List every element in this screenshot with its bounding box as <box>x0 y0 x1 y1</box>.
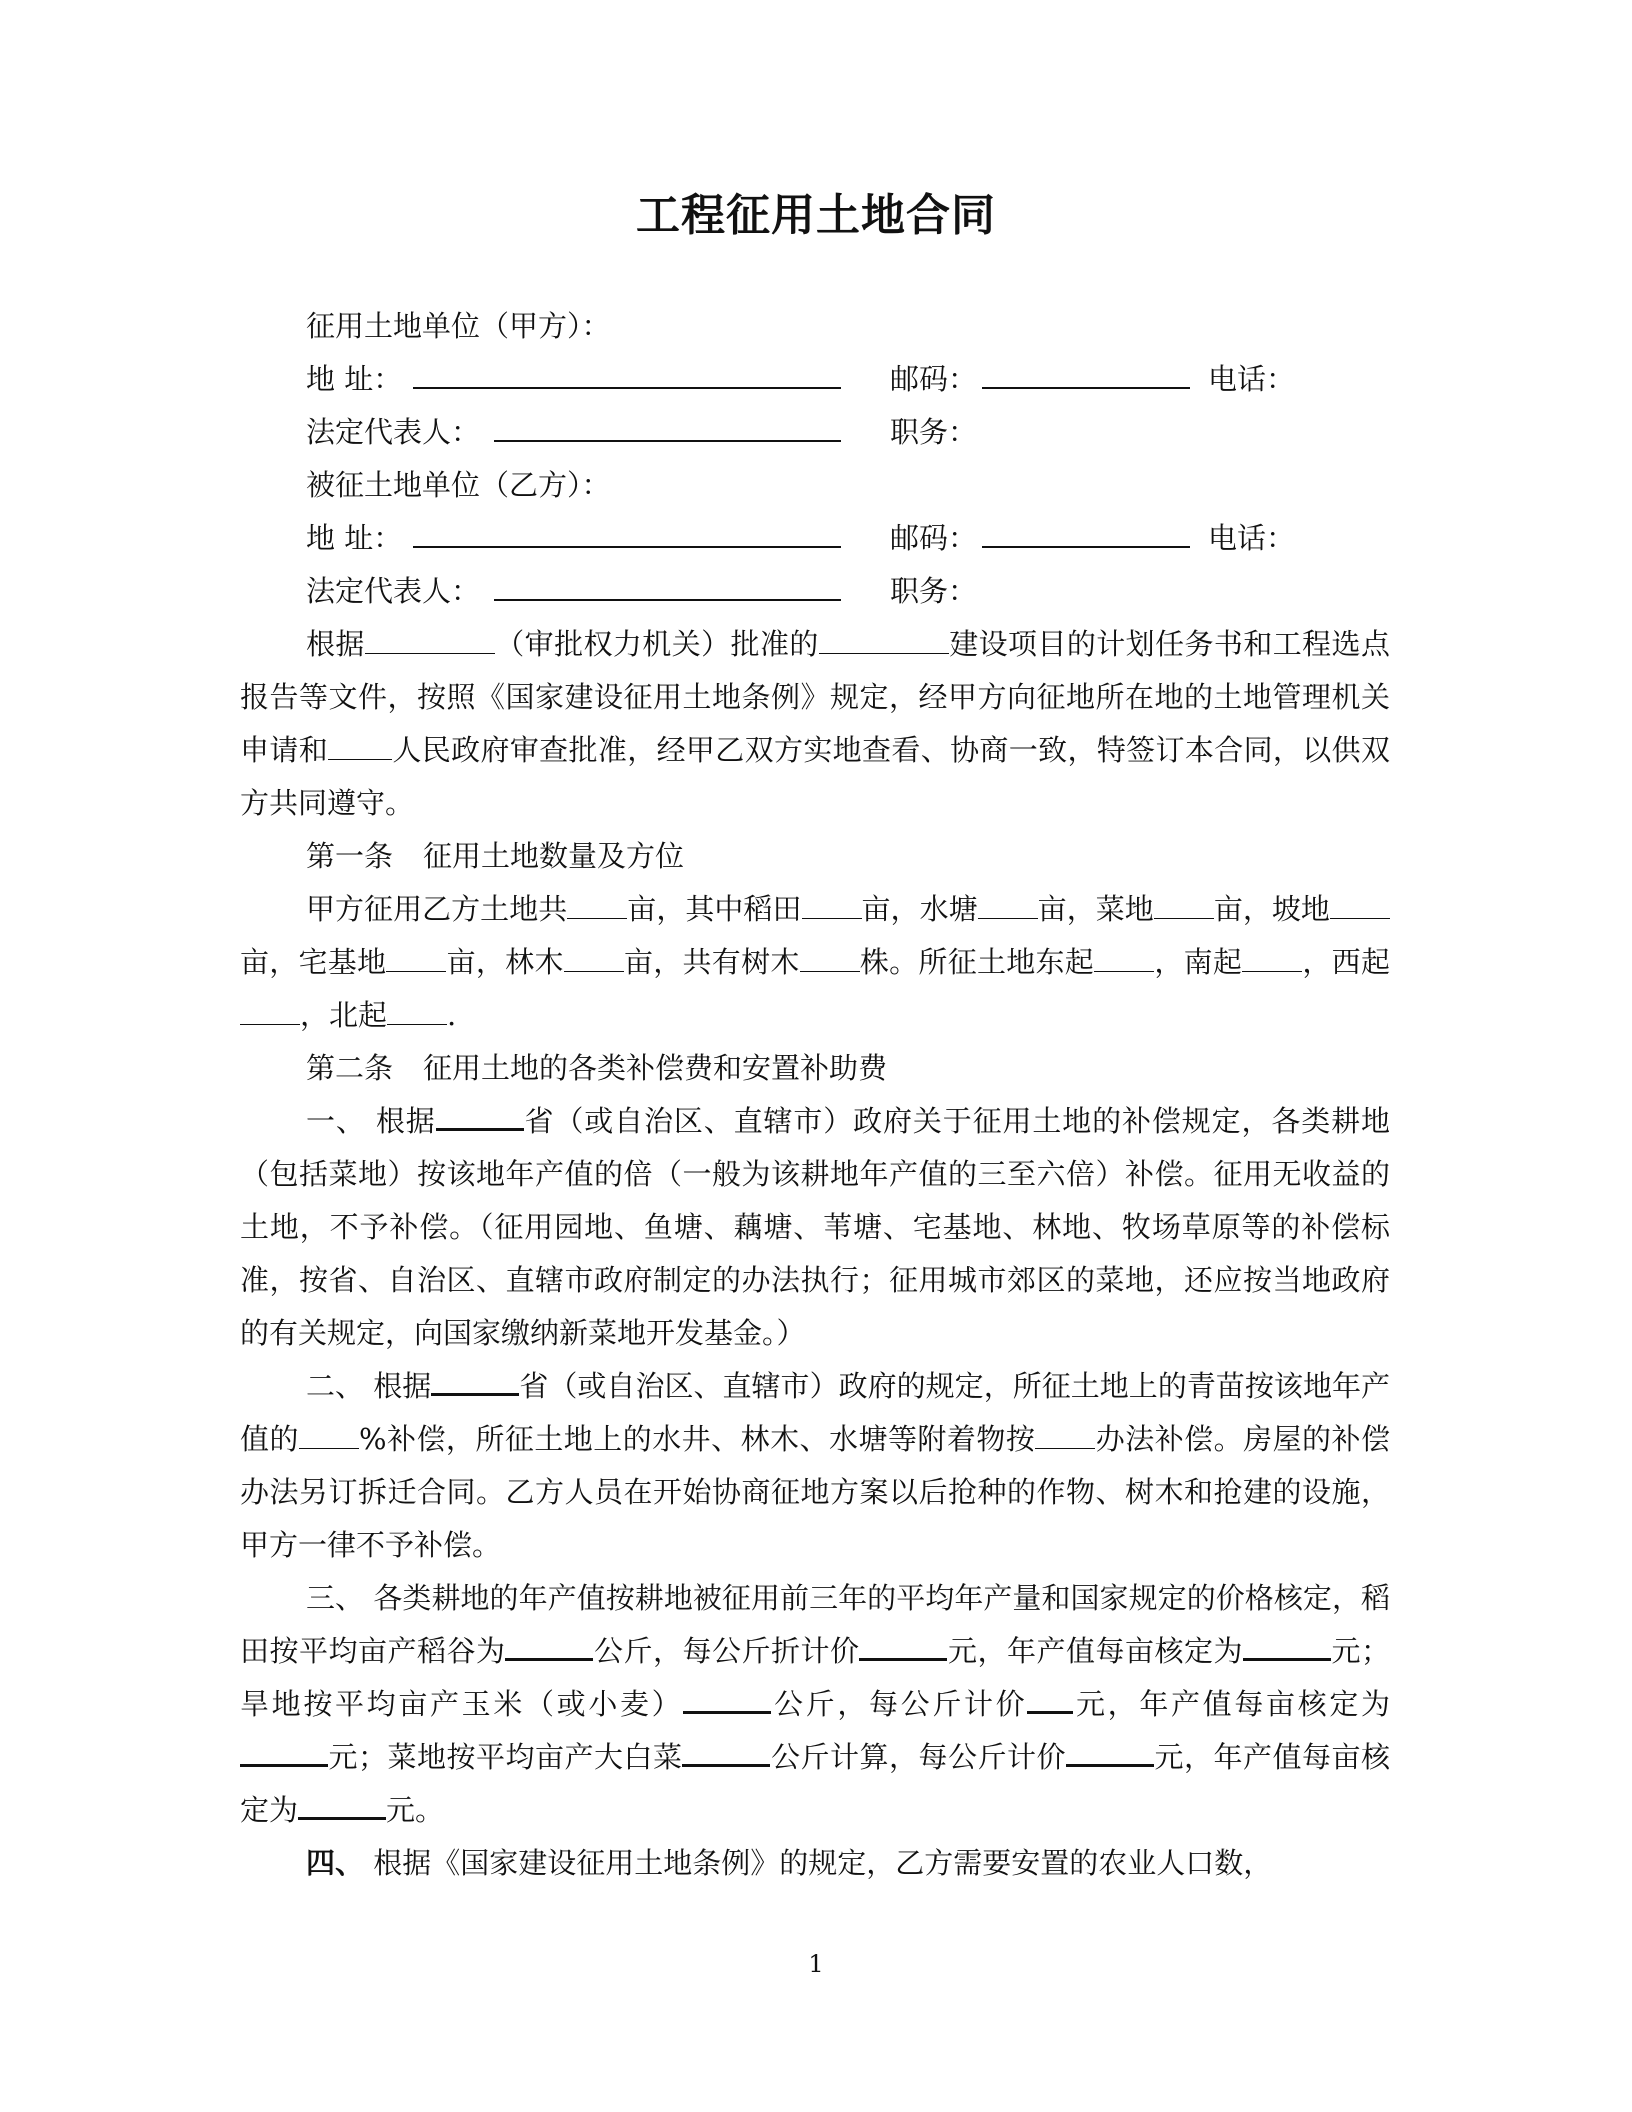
item-3-text-8: 公斤计算，每公斤计价 <box>770 1740 1066 1774</box>
party-a-rep-row <box>240 406 1390 459</box>
party-b-phone-label: 电话： <box>1208 521 1296 555</box>
party-a-rep-label: 法定代表人： <box>306 415 481 449</box>
article-1-text-1: 甲方征用乙方土地共 <box>306 892 568 926</box>
cabbage-yield-blank[interactable] <box>682 1734 770 1767</box>
party-b-rep-row <box>240 565 1390 618</box>
party-b-rep-field[interactable] <box>494 565 841 601</box>
east-boundary-blank[interactable] <box>1094 941 1154 972</box>
item-4-number: 四、 <box>306 1846 365 1880</box>
rice-price-blank[interactable] <box>859 1628 947 1661</box>
party-a-postcode-field[interactable] <box>982 353 1190 389</box>
article-2-number: 第二条 <box>306 1051 394 1085</box>
article-1-text-9: 株。所征土地东起 <box>859 945 1095 979</box>
item-1-text-2: 省（或自治区、直辖市）政府关于征用土地的补偿规定，各类耕地（包括菜地）按该地年产值的倍（一般为该耕地年产值的三至六倍）补偿。征用无收益的土地，不予补偿。（征用园地、鱼塘、藕塘、苇塘、宅基地、林地、牧场草原等的补偿标准，按省、自治区、直辖市政府制定的办法执行；征用城市郊区的菜地，还应按当地政府的有关规定，向国家缴纳新菜地开发基金。） <box>240 1104 1390 1350</box>
preamble-text-2: （审批权力机关）批准的 <box>494 627 819 661</box>
cabbage-value-blank[interactable] <box>298 1787 386 1820</box>
item-1-text-1: 一、 根据 <box>306 1104 436 1138</box>
cabbage-price-blank[interactable] <box>1066 1734 1154 1767</box>
party-a-address-field[interactable] <box>413 353 841 389</box>
project-name-blank[interactable] <box>819 623 949 654</box>
article-1-text-6: 亩，宅基地 <box>240 945 387 979</box>
article-1-text-4: 亩，菜地 <box>1037 892 1154 926</box>
party-a-heading: 征用土地单位（甲方）： <box>306 309 611 343</box>
party-b-position-label: 职务： <box>890 574 978 608</box>
party-b-heading: 被征土地单位（乙方）： <box>306 468 611 502</box>
item-3-text-5: 公斤，每公斤计价 <box>771 1687 1028 1721</box>
corn-price-blank[interactable] <box>1027 1681 1073 1714</box>
party-a-address-label: 地 址： <box>306 362 403 396</box>
article-2-heading <box>240 1042 1390 1095</box>
article-1-text-11: ，西起 <box>1302 945 1390 979</box>
item-2-text-4: 办法补偿。房屋的补偿办法另订拆迁合同。乙方人员在开始协商征地方案以后抢种的作物、树木和抢建的设施，甲方一律不予补偿。 <box>240 1422 1390 1562</box>
item-2-province-blank[interactable] <box>431 1363 519 1396</box>
article-1-text-7: 亩，林木 <box>446 945 564 979</box>
item-2-text-2: 省（或自治区、直辖市）政府的规定，所征土地上的青苗按该地年产值的 <box>240 1369 1390 1456</box>
article-1-text-5: 亩，坡地 <box>1213 892 1330 926</box>
item-2-text-3: %补偿，所征土地上的水井、林木、水塘等附着物按 <box>358 1422 1036 1456</box>
party-b-address-label: 地 址： <box>306 521 403 555</box>
rice-yield-blank[interactable] <box>505 1628 593 1661</box>
slope-area-blank[interactable] <box>1330 888 1390 919</box>
west-boundary-blank[interactable] <box>240 994 300 1025</box>
party-a-rep-field[interactable] <box>494 406 841 442</box>
preamble-text-1: 根据 <box>306 627 365 661</box>
party-a-phone-label: 电话： <box>1208 362 1296 396</box>
article-2-title: 征用土地的各类补偿费和安置补助费 <box>423 1051 888 1085</box>
seedling-percent-blank[interactable] <box>299 1418 359 1449</box>
attachment-method-blank[interactable] <box>1035 1418 1095 1449</box>
party-b-address-row <box>240 512 1390 565</box>
forest-area-blank[interactable] <box>564 941 624 972</box>
preamble-text-4: 人民政府审查批准，经甲乙双方实地查看、协商一致，特签订本合同，以供双方共同遵守。 <box>240 733 1390 820</box>
article-1-number: 第一条 <box>306 839 394 873</box>
contract-body <box>240 300 1390 1890</box>
item-3-text-9: 元，年产值每亩核定为 <box>240 1740 1390 1827</box>
article-1-text-2: 亩，其中稻田 <box>627 892 802 926</box>
article-1-text-10: ，南起 <box>1154 945 1243 979</box>
party-a-postcode-label: 邮码： <box>890 362 978 396</box>
article-1-text-3: 亩，水塘 <box>861 892 978 926</box>
pond-area-blank[interactable] <box>978 888 1038 919</box>
item-3-text-1: 三、 各类耕地的年产值按耕地被征用前三年的平均年产量和国家规定的价格核定，稻田按平均亩产稻谷为 <box>240 1581 1390 1668</box>
party-b-address-field[interactable] <box>413 512 841 548</box>
approval-authority-blank[interactable] <box>365 623 495 654</box>
item-3-text-3: 元，年产值每亩核定为 <box>947 1634 1243 1668</box>
article-1-heading <box>240 830 1390 883</box>
item-3-text-10: 元。 <box>386 1793 445 1827</box>
article-1-text-8: 亩，共有树木 <box>623 945 800 979</box>
item-2-text-1: 二、 根据 <box>306 1369 432 1403</box>
page-number: 1 <box>808 1950 824 1978</box>
article-2-item-4 <box>240 1837 1390 1890</box>
corn-value-blank[interactable] <box>240 1734 328 1767</box>
party-b-postcode-field[interactable] <box>982 512 1190 548</box>
article-2-item-3 <box>240 1572 1390 1837</box>
south-boundary-blank[interactable] <box>1242 941 1302 972</box>
total-area-blank[interactable] <box>567 888 627 919</box>
party-b-rep-label: 法定代表人： <box>306 574 481 608</box>
homestead-area-blank[interactable] <box>386 941 446 972</box>
north-boundary-blank[interactable] <box>387 994 447 1025</box>
party-b-postcode-label: 邮码： <box>890 521 978 555</box>
article-1-title: 征用土地数量及方位 <box>423 839 685 873</box>
article-2-item-1 <box>240 1095 1390 1360</box>
vegetable-area-blank[interactable] <box>1154 888 1214 919</box>
paddy-area-blank[interactable] <box>802 888 862 919</box>
government-blank[interactable] <box>328 729 392 760</box>
item-4-text: 根据《国家建设征用土地条例》的规定，乙方需要安置的农业人口数， <box>373 1846 1273 1880</box>
preamble-paragraph <box>240 618 1390 830</box>
article-1-paragraph <box>240 883 1390 1042</box>
article-1-text-13: . <box>447 998 457 1032</box>
rice-value-blank[interactable] <box>1243 1628 1331 1661</box>
preamble-text-3: 建设项目的计划任务书和工程选点报告等文件，按照《国家建设征用土地条例》规定，经甲方向征地所在地的土地管理机关申请和 <box>240 627 1390 767</box>
corn-yield-blank[interactable] <box>683 1681 771 1714</box>
item-3-text-7: 元；菜地按平均亩产大白菜 <box>328 1740 683 1774</box>
item-1-province-blank[interactable] <box>436 1098 524 1131</box>
item-3-text-6: 元，年产值每亩核定为 <box>1073 1687 1390 1721</box>
tree-count-blank[interactable] <box>800 941 860 972</box>
document-title: 工程征用土地合同 <box>636 190 996 241</box>
item-3-text-2: 公斤，每公斤折计价 <box>593 1634 860 1668</box>
item-3-text-4: 元；旱地按平均亩产玉米（或小麦） <box>240 1634 1390 1721</box>
party-a-address-row <box>240 353 1390 406</box>
article-2-item-2 <box>240 1360 1390 1572</box>
article-1-text-12: ，北起 <box>300 998 388 1032</box>
party-a-position-label: 职务： <box>890 415 978 449</box>
